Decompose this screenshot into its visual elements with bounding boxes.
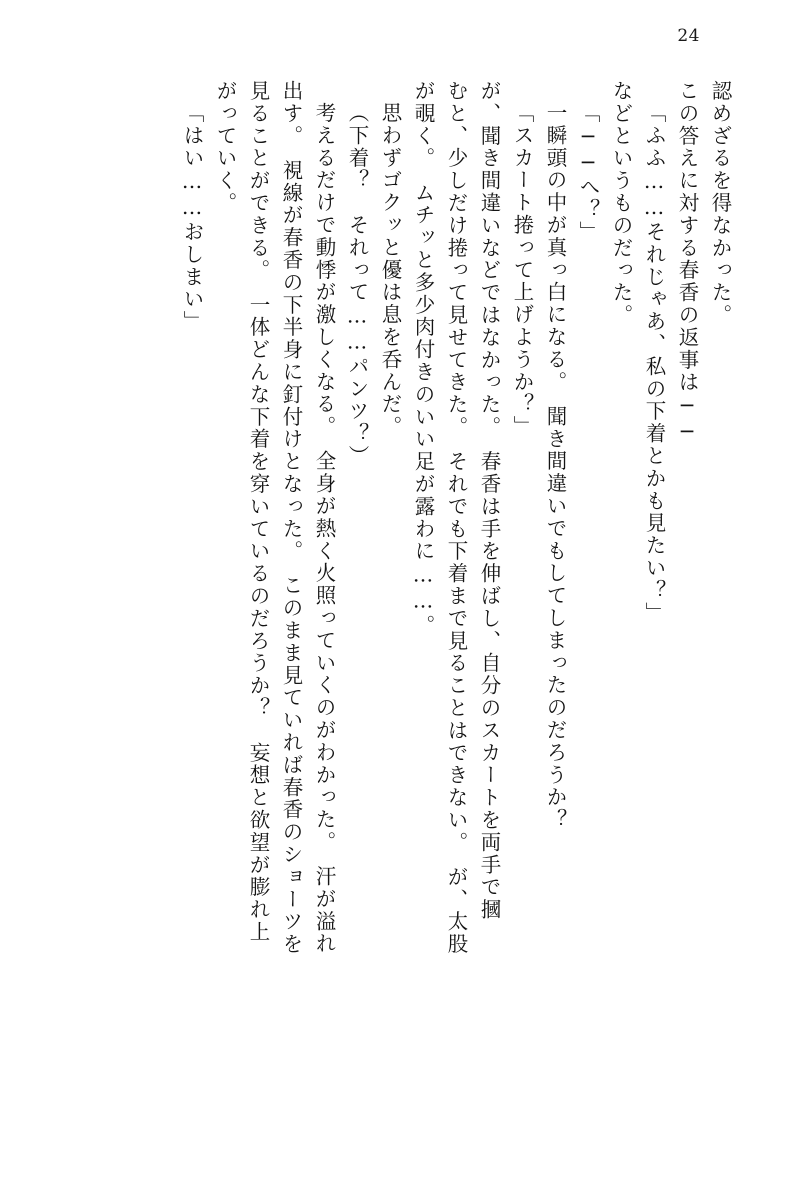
page-number: 24 [677,26,700,46]
text-column: 「ふふ……それじゃあ、私の下着とかも見たい？」 [642,102,666,625]
text-column: 見ることができる。 一体どんな下着を穿いているのだろうか？ 妄想と欲望が膨れ上 [246,80,270,944]
text-column: むと、少しだけ捲って見せてきた。 それでも下着まで見ることはできない。 が、太股 [444,80,468,956]
text-column: 出す。 視線が春香の下半身に釘付けとなった。 このまま見ていれば春香のショーツを [279,80,303,956]
vertical-text-body [90,80,730,1140]
text-column: 「はい……おしまい」 [180,102,204,333]
text-column: 「スカート捲って上げようか？」 [510,102,534,438]
text-column: がっていく。 [213,80,237,215]
text-column: が覗く。 ムチッと多少肉付きのいい足が露わに……。 [411,80,435,637]
text-column: この答えに対する春香の返事は── [675,80,699,446]
text-column: などというものだった。 [609,80,633,327]
text-column: が、聞き間違いなどではなかった。 春香は手を伸ばし、自分のスカートを両手で摑 [477,80,501,921]
text-column: 「──へ？」 [576,102,600,244]
text-column: 一瞬頭の中が真っ白になる。 聞き間違いでもしてしまったのだろうか？ [543,102,567,831]
text-column: 思わずゴクッと優は息を呑んだ。 [378,102,402,438]
text-column: 認めざるを得なかった。 [708,80,732,327]
text-column: （下着？ それって……パンツ？） [345,102,369,468]
text-column: 考えるだけで動悸が激しくなる。 全身が熱く火照っていくのがわかった。 汗が溢れ [312,102,336,956]
